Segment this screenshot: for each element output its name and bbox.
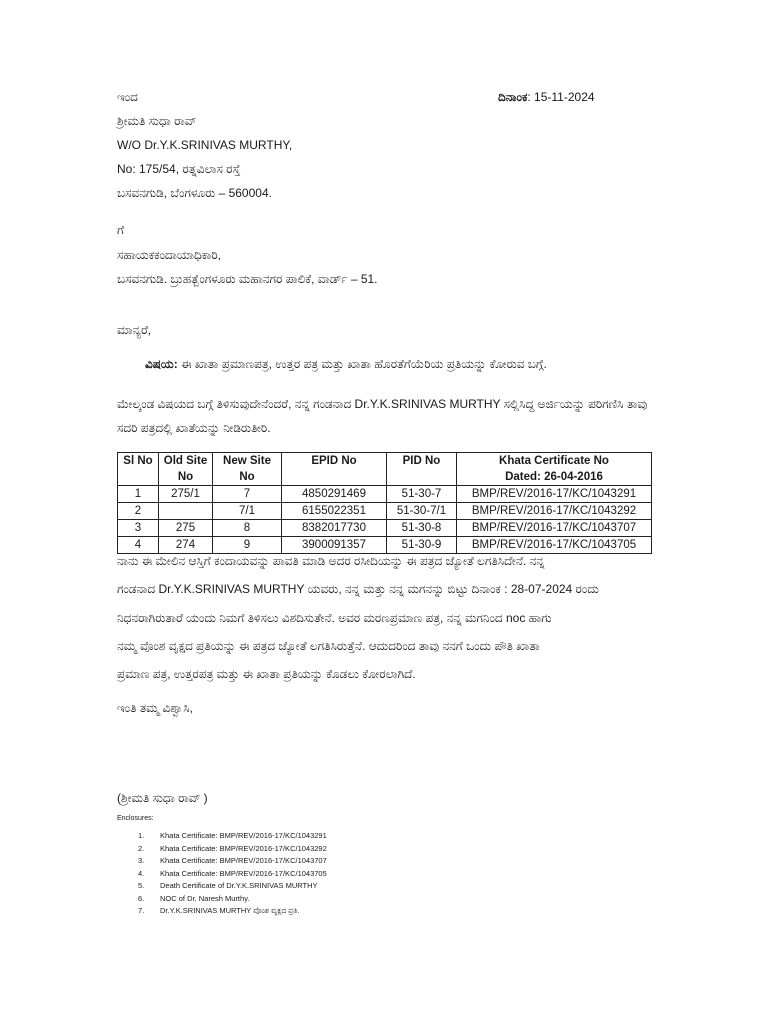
list-item [138,855,327,868]
header-old-site [159,453,213,486]
table-row [118,520,652,537]
list-item-number: 6. [138,893,145,903]
cell-old-site [159,503,213,520]
recipient-title: ಸಹಾಯಕಕಂದಾಯಾಧಿಕಾರಿ, [117,248,222,262]
list-item-text: Death Certificate of Dr.Y.K.SRINIVAS MURTHY [160,881,318,890]
cell-pid: 51-30-7/1 [387,503,457,520]
body-line: ಪ್ರಮಾಣ ಪತ್ರ, ಉತ್ತರಪತ್ರ ಮತ್ತು ಈ ಖಾತಾ ಪ್ರತಿಯನ್ನು ಕೊಡಲು ಕೋರಲಾಗಿದೆ. [117,667,416,681]
table-header-row [118,453,652,486]
intro-paragraph: ಮೇಲ್ಕಂಡ ವಿಷಯದ ಬಗ್ಗೆ ತಿಳಿಸುವುದೇನೆಂದರೆ, ನನ್ನ ಗಂಡನಾದ Dr.Y.K.SRINIVAS MURTHY ಸಲ್ಲಿಸಿದ್ದ ಅರ್ಜಿಯನ್ನು ಪರಿಗಣಿಸಿ ತಾವು ಸದರಿ ಪತ್ರದಲ್ಲಿ ಖಾತೆಯನ್ನು ನೀಡಿರುತೀರಿ. [117,397,648,435]
body-line: ನಾನು ಈ ಮೇಲಿನ ಆಸ್ತಿಗೆ ಕಂದಾಯವನ್ನು ಪಾವತಿ ಮಾಡಿ ಅದರ ರಸೀದಿಯನ್ನು ಈ ಪತ್ರದ ಜ್ಯೋತೆ ಲಗತಿಸಿದೇನೆ. ನನ್ನ [117,554,545,568]
signature-name: (ಶ್ರೀಮತಿ ಸುಧಾ ರಾವ್ ) [117,791,208,805]
list-item-number: 3. [138,856,145,865]
cell-epid: 4850291469 [282,486,387,503]
sites-table [117,452,652,554]
body-line: ಗಂಡನಾದ Dr.Y.K.SRINIVAS MURTHY ಯವರು, ನನ್ನ ಮತ್ತು ನನ್ನ ಮಗನನ್ನು ಬಿಟ್ಟು ದಿನಾಂಕ : 28-07-2024 ರಂದು [117,582,599,596]
cell-old-site: 274 [159,537,213,554]
list-item-text: Khata Certificate: BMP/REV/2016-17/KC/1043291 [160,831,327,840]
cell-epid: 3900091357 [282,537,387,554]
list-item [138,893,327,906]
header-new-site-line-1: New Site [223,455,271,467]
cell-sl: 2 [118,503,159,520]
date-label: ದಿನಾಂಕ [498,90,528,104]
sender-name: ಶ್ರೀಮತಿ ಸುಧಾ ರಾವ್ [117,114,197,128]
list-item-text: Khata Certificate: BMP/REV/2016-17/KC/1043292 [160,843,327,853]
header-khata [457,453,652,486]
subject-line [145,357,547,372]
cell-pid: 51-30-8 [387,520,457,537]
closing: ಇಂತಿ ತಮ್ಮ ವಿಶ್ವಾಸಿ, [117,701,193,715]
cell-pid: 51-30-7 [387,486,457,503]
cell-epid: 6155022351 [282,503,387,520]
cell-khata: BMP/REV/2016-17/KC/1043705 [457,537,652,554]
header-sl-no: Sl No [118,453,159,486]
cell-new-site: 8 [213,520,282,537]
cell-sl: 1 [118,486,159,503]
enclosures-label: Enclosures: [117,815,154,822]
salutation: ಮಾನ್ಯರೆ, [117,323,152,337]
to-label: ಗೆ [117,223,124,237]
list-item-text: Khata Certificate: BMP/REV/2016-17/KC/1043705 [160,868,327,878]
list-item-text: Khata Certificate: BMP/REV/2016-17/KC/1043707 [160,856,327,865]
header-khata-line-1: Khata Certificate No [499,455,609,467]
recipient-address: ಬಸವನಗುಡಿ. ಬ್ರುಹತ್ಬೆಂಗಳೂರು ಮಹಾನಗರ ಪಾಲಿಕೆ, ವಾರ್ಡ್ – 51. [117,272,378,286]
list-item-text: Dr.Y.K.SRINIVAS MURTHY ವೊಂಶ ವೃಕ್ಷದ ಪ್ರತಿ. [160,906,300,915]
letter-date [498,90,595,105]
header-old-site-line-1: Old Site [163,455,208,467]
list-item [138,905,327,918]
subject-label: ವಿಷಯ: [145,357,178,371]
cell-new-site: 7 [213,486,282,503]
cell-epid: 8382017730 [282,520,387,537]
list-item-number: 7. [138,906,145,915]
header-epid: EPID No [282,453,387,486]
header-pid: PID No [387,453,457,486]
cell-khata: BMP/REV/2016-17/KC/1043707 [457,520,652,537]
cell-old-site: 275/1 [159,486,213,503]
subject-text: ಈ ಖಾತಾ ಪ್ರಮಾಣಪತ್ರ, ಉತ್ತರ ಪತ್ರ ಮತ್ತು ಖಾತಾ ಹೊರತೆಗೆಯೆರಿಯ ಪ್ರತಿಯನ್ನು ಕೋರುವ ಬಗ್ಗೆ. [177,357,547,371]
header-khata-line-2: Dated: 26-04-2016 [505,471,603,483]
enclosures-list [138,830,327,918]
sender-address-line-2: ಬಸವನಗುಡಿ, ಬೆಂಗಳೂರು – 560004. [117,186,272,200]
cell-pid: 51-30-9 [387,537,457,554]
cell-old-site: 275 [159,520,213,537]
cell-sl: 4 [118,537,159,554]
list-item-number: 5. [138,881,145,890]
list-item-number: 2. [138,843,145,853]
list-item-number: 4. [138,868,145,878]
from-label: ಇಂದ [117,90,138,104]
table-row [118,537,652,554]
cell-khata: BMP/REV/2016-17/KC/1043291 [457,486,652,503]
cell-new-site: 9 [213,537,282,554]
header-old-site-line-2: No [177,471,194,483]
list-item [138,843,327,856]
body-line: ನಮ್ಮ ವೊಂಶ ವೃಕ್ಷದ ಪ್ರತಿಯನ್ನು ಈ ಪತ್ರದ ಜ್ಯೋತೆ ಲಗತಿಸಿರುತ್ತೆನೆ. ಆದುದರಿಂದ ತಾವು ನನಗೆ ಒಂದು ಪೌತಿ ಖಾತಾ [117,639,540,653]
sender-relation: W/O Dr.Y.K.SRINIVAS MURTHY, [117,138,293,152]
header-new-site-line-2: No [239,471,255,483]
header-new-site [213,453,282,486]
sender-address-line-1: No: 175/54, ರತ್ನವಿಲಾಸ ರಸ್ತೆ [117,162,241,176]
list-item-number: 1. [138,831,145,840]
cell-new-site: 7/1 [213,503,282,520]
list-item [138,830,327,843]
date-value: : 15-11-2024 [527,90,595,104]
list-item-text: NOC of Dr. Naresh Murthy. [160,893,250,903]
table-row [118,486,652,503]
list-item [138,880,327,893]
table-row [118,503,652,520]
cell-sl: 3 [118,520,159,537]
body-line: ನಿಧನರಾಗಿರುತಾರೆ ಯಂದು ನಿಮಗೆ ತಿಳಿಸಲು ವಿಶದಿಸುತೇನೆ. ಅವರ ಮರಣಪ್ರಮಾಣ ಪತ್ರ, ನನ್ನ ಮಗನಿಂದ noc ಹಾಗು [117,611,552,625]
list-item [138,868,327,881]
cell-khata: BMP/REV/2016-17/KC/1043292 [457,503,652,520]
